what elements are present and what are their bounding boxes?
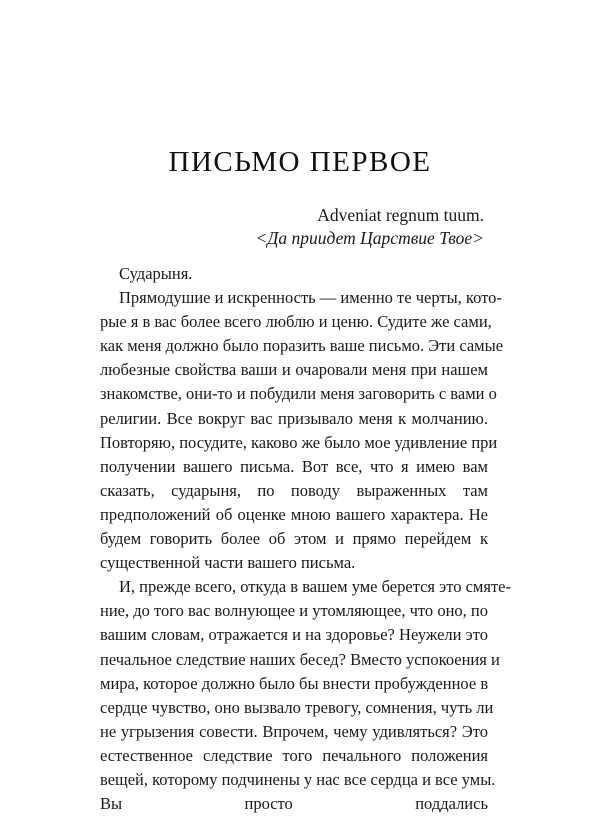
text-line: естественное следствие того печального положения — [100, 745, 488, 765]
text-line: будем говорить более об этом и прямо перейдем к — [100, 529, 488, 549]
chapter-title: ПИСЬМО ПЕРВОЕ — [168, 146, 432, 178]
text-line: Вы просто поддались — [100, 794, 488, 814]
text-line: вашим словам, отражается и на здоровье? Неужели это — [100, 625, 488, 645]
epigraph-latin: Adveniat regnum tuum. — [317, 205, 484, 225]
text-line: предположений об оценке мною вашего характера. Не — [100, 504, 488, 524]
text-line: сказать, сударыня, по поводу выраженных там — [100, 480, 488, 500]
epigraph — [255, 204, 484, 250]
text-line: И, прежде всего, откуда в вашем уме берется это смяте- — [119, 577, 511, 597]
body-text — [100, 262, 511, 816]
text-line: печальное следствие наших бесед? Вместо успокоения и — [100, 649, 500, 669]
text-line: ние, до того вас волнующее и утомляющее, что оно, по — [100, 601, 488, 621]
text-line: Сударыня. — [119, 264, 193, 283]
text-line: не угрызения совести. Впрочем, чему удивляться? Это — [100, 721, 488, 741]
text-line: вещей, которому подчинены у нас все сердца и все умы. — [100, 769, 496, 789]
text-line: существенной части вашего письма. — [100, 553, 356, 573]
text-line: мира, которое должно было бы внести пробужденное в — [100, 673, 489, 693]
text-line: сердце чувство, оно вызвало тревогу, сомнения, чуть ли — [100, 697, 494, 717]
text-line: получении вашего письма. Вот все, что я имею вам — [100, 456, 488, 476]
text-line: Прямодушие и искренность — именно те черты, кото- — [119, 288, 502, 308]
text-line: любезные свойства ваши и очаровали меня при нашем — [100, 360, 488, 380]
text-line: знакомстве, они-то и побудили меня заговорить с вами о — [100, 384, 497, 404]
text-line: рые я в вас более всего люблю и ценю. Судите же сами, — [100, 312, 492, 332]
text-line: религии. Все вокруг вас призывало меня к молчанию. — [100, 408, 488, 428]
text-line: как меня должно было поразить ваше письмо. Эти самые — [100, 336, 504, 356]
epigraph-translation: <Да приидет Царствие Твое> — [255, 228, 484, 248]
text-line: Повторяю, посудите, каково же было мое удивление при — [100, 432, 498, 452]
